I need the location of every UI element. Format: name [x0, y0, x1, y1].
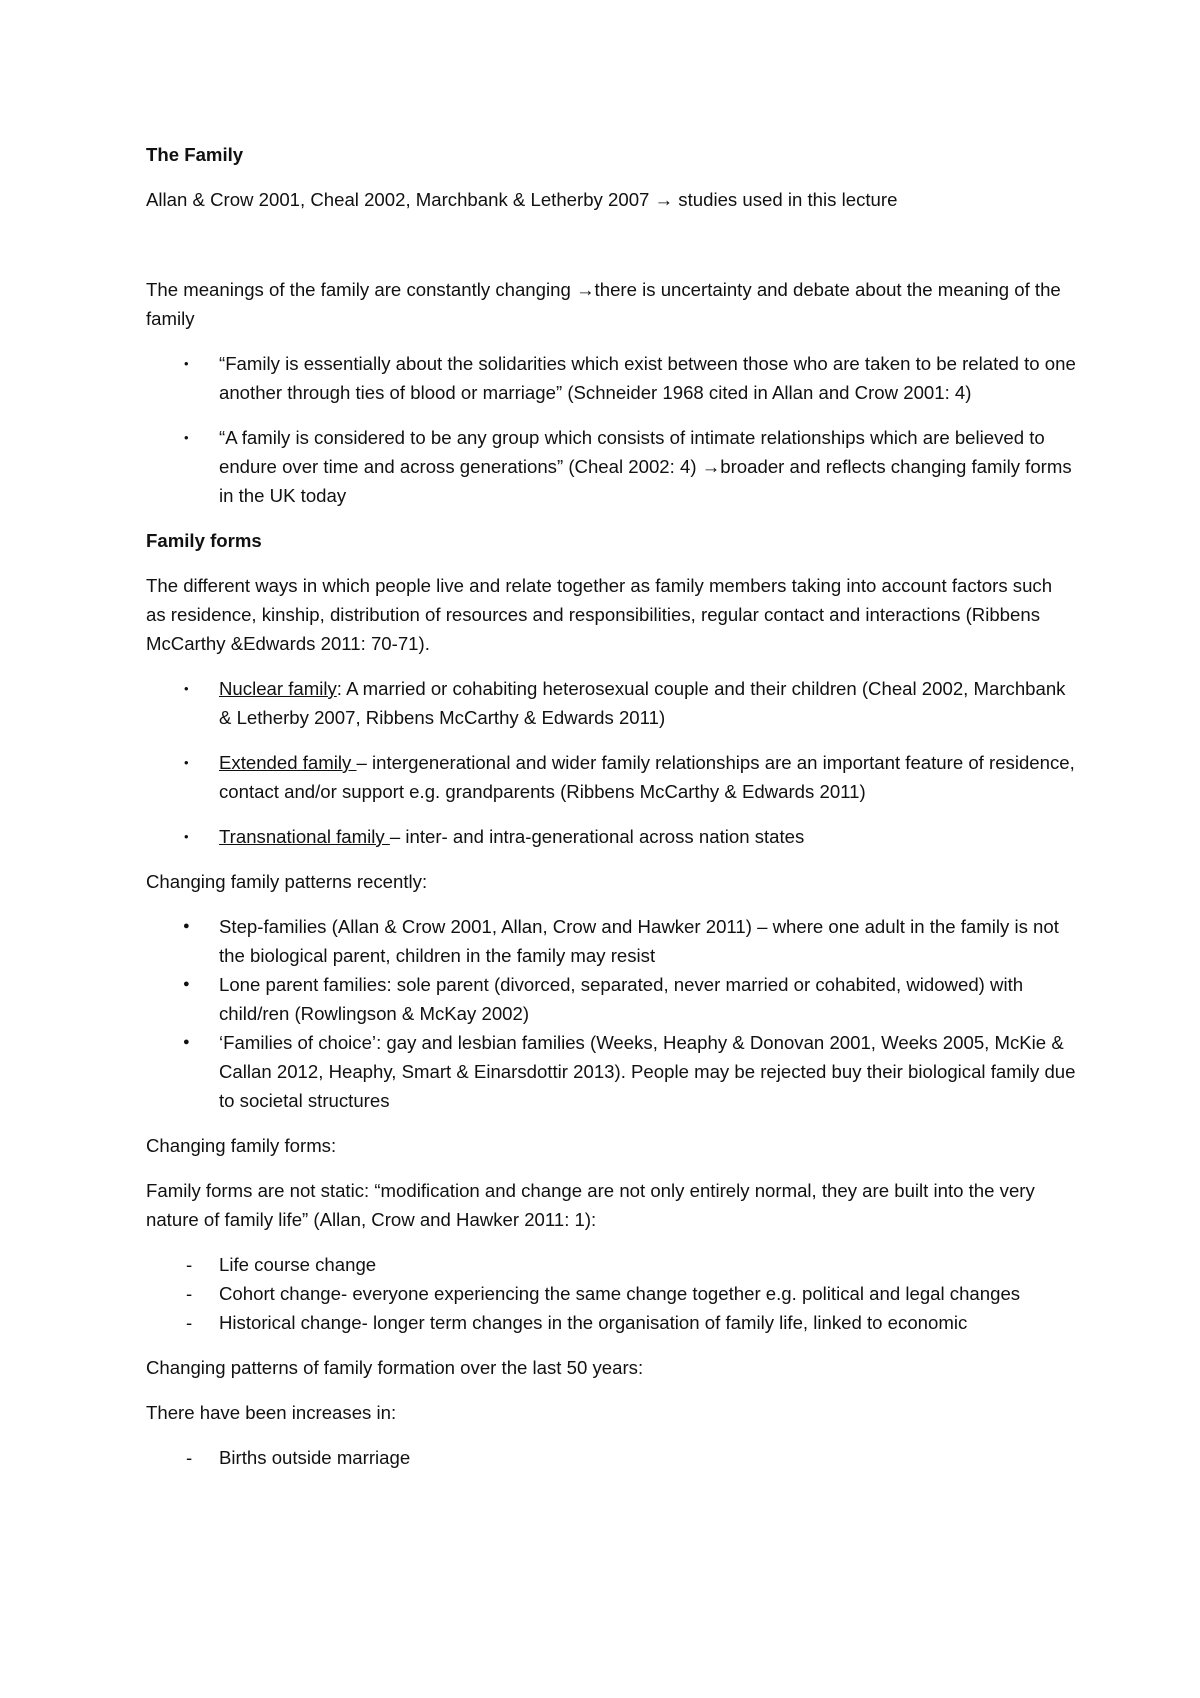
change-type-item: - Life course change: [146, 1250, 1076, 1279]
document-title: The Family: [146, 144, 244, 165]
changing-patterns-heading: Changing family patterns recently:: [146, 871, 428, 892]
family-form-item: [146, 674, 1076, 732]
changing-forms-list: [146, 1250, 1076, 1337]
family-form-text: : A married or cohabiting heterosexual couple and their children (Cheal 2002, Marchbank & Letherby 2007, Ribbens McCarthy & Edwards 2011): [219, 678, 1066, 728]
formation-heading: Changing patterns of family formation over the last 50 years:: [146, 1357, 644, 1378]
family-form-item: [146, 748, 1076, 806]
family-form-text: – intergenerational and wider family relationships are an important feature of residence, contact and/or support e.g. grandparents (Ribbens McCarthy & Edwards 2011): [219, 752, 1075, 802]
increases-label: There have been increases in:: [146, 1402, 397, 1423]
pattern-item: ● Step-families (Allan & Crow 2001, Allan, Crow and Hawker 2011) – where one adult in the family is not the biological parent, children in the family may resist: [146, 912, 1076, 970]
definitions-list: [146, 349, 1076, 510]
changing-forms-heading: Changing family forms:: [146, 1135, 337, 1156]
family-form-term: Extended family: [219, 752, 357, 773]
intro-paragraph: The meanings of the family are constantly changing →there is uncertainty and debate about the meaning of the family: [146, 279, 1061, 329]
references-line: Allan & Crow 2001, Cheal 2002, Marchbank & Letherby 2007 → studies used in this lecture: [146, 189, 898, 210]
change-type-item: - Historical change- longer term changes in the organisation of family life, linked to economic: [146, 1308, 1076, 1337]
pattern-item: ● Lone parent families: sole parent (divorced, separated, never married or cohabited, widowed) with child/ren (Rowlingson & McKay 2002): [146, 970, 1076, 1028]
family-forms-description: The different ways in which people live and relate together as family members taking into account factors such as residence, kinship, distribution of resources and responsibilities, regular contact and interactions (Ribbens McCarthy &Edwards 2011: 70-71).: [146, 575, 1053, 654]
family-forms-list: [146, 674, 1076, 851]
changing-patterns-list: [146, 912, 1076, 1115]
family-form-item: [146, 822, 1076, 851]
increase-item: - Births outside marriage: [146, 1443, 1076, 1472]
document-body: [146, 140, 1076, 1472]
family-form-text: – inter- and intra-generational across nation states: [389, 826, 805, 847]
changing-forms-text: Family forms are not static: “modification and change are not only entirely normal, they are built into the very nature of family life” (Allan, Crow and Hawker 2011: 1):: [146, 1180, 1035, 1230]
family-forms-heading: Family forms: [146, 530, 262, 551]
pattern-item: ● ‘Families of choice’: gay and lesbian families (Weeks, Heaphy & Donovan 2001, Weeks 2005, McKie & Callan 2012, Heaphy, Smart & Einarsdottir 2013). People may be rejected buy their biological family due to societal structures: [146, 1028, 1076, 1115]
change-type-item: - Cohort change- everyone experiencing the same change together e.g. political and legal changes: [146, 1279, 1076, 1308]
family-form-term: Transnational family: [219, 826, 390, 847]
family-form-term: Nuclear family: [219, 678, 337, 699]
definition-item: • “Family is essentially about the solidarities which exist between those who are taken to be related to one another through ties of blood or marriage” (Schneider 1968 cited in Allan and Crow 2001: 4): [146, 349, 1076, 407]
increases-list: [146, 1443, 1076, 1472]
definition-item: • “A family is considered to be any group which consists of intimate relationships which are believed to endure over time and across generations” (Cheal 2002: 4) →broader and reflects changing family forms in the UK today: [146, 423, 1076, 510]
